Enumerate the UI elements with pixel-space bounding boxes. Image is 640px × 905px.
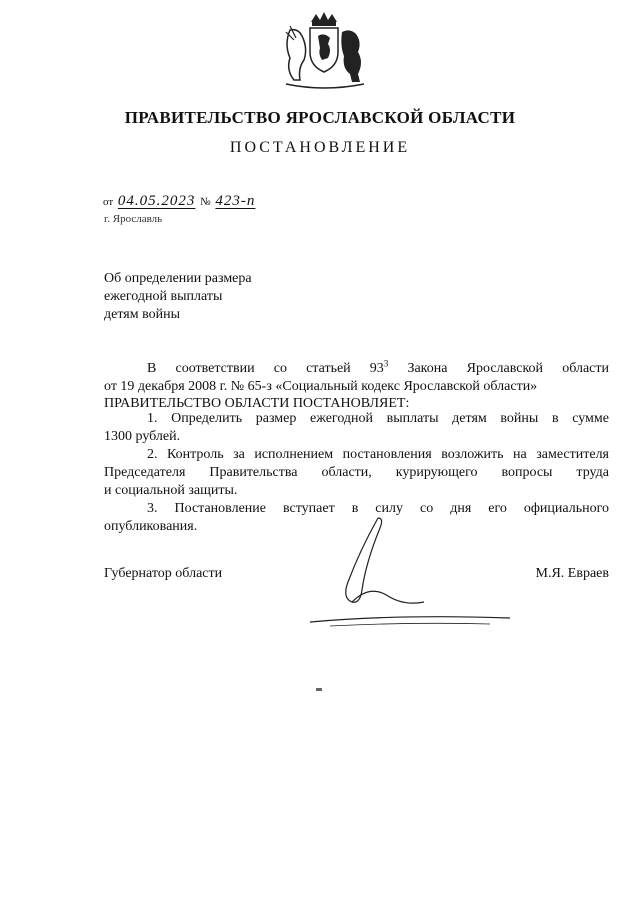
scan-mark	[316, 688, 322, 691]
item-2-line: 2. Контроль за исполнением постановления возложить на заместителя	[147, 447, 609, 462]
coat-of-arms-emblem	[276, 10, 372, 92]
signatory-position: Губернатор области	[104, 566, 223, 581]
document-date-number	[103, 193, 257, 210]
item-3-line: 3. Постановление вступает в силу со дня его официального	[147, 501, 609, 516]
preamble-line: от 19 декабря 2008 г. № 65-з «Социальный кодекс Ярославской области»	[104, 379, 538, 394]
subject-line: Об определении размера	[104, 271, 252, 286]
number-prefix: №	[200, 196, 211, 208]
signatory-name: М.Я. Евраев	[535, 566, 609, 581]
item-2-line: и социальной защиты.	[104, 483, 238, 498]
organization-title: ПРАВИТЕЛЬСТВО ЯРОСЛАВСКОЙ ОБЛАСТИ	[124, 108, 516, 127]
item-1-line: 1300 рублей.	[104, 429, 181, 444]
item-1-line: 1. Определить размер ежегодной выплаты детям войны в сумме	[147, 411, 609, 426]
subject-line: ежегодной выплаты	[104, 289, 223, 304]
document-subject	[104, 270, 252, 324]
handwritten-signature	[300, 510, 520, 635]
document-type: ПОСТАНОВЛЕНИЕ	[229, 139, 411, 156]
resolution-statement: ПРАВИТЕЛЬСТВО ОБЛАСТИ ПОСТАНОВЛЯЕТ:	[104, 396, 410, 411]
document-city: г. Ярославль	[104, 213, 163, 225]
preamble-line: В соответствии со статьей $93^3$ Закона Ярославской области	[147, 358, 609, 376]
article-superscript: 3	[383, 358, 389, 369]
item-3-line: опубликования.	[104, 519, 198, 534]
document-date: 04.05.2023	[117, 193, 196, 209]
document-number: 423-п	[215, 193, 256, 209]
date-prefix: от	[103, 196, 114, 208]
subject-line: детям войны	[104, 307, 180, 322]
item-2-line: Председателя Правительства области, курирующего вопросы труда	[104, 465, 609, 480]
